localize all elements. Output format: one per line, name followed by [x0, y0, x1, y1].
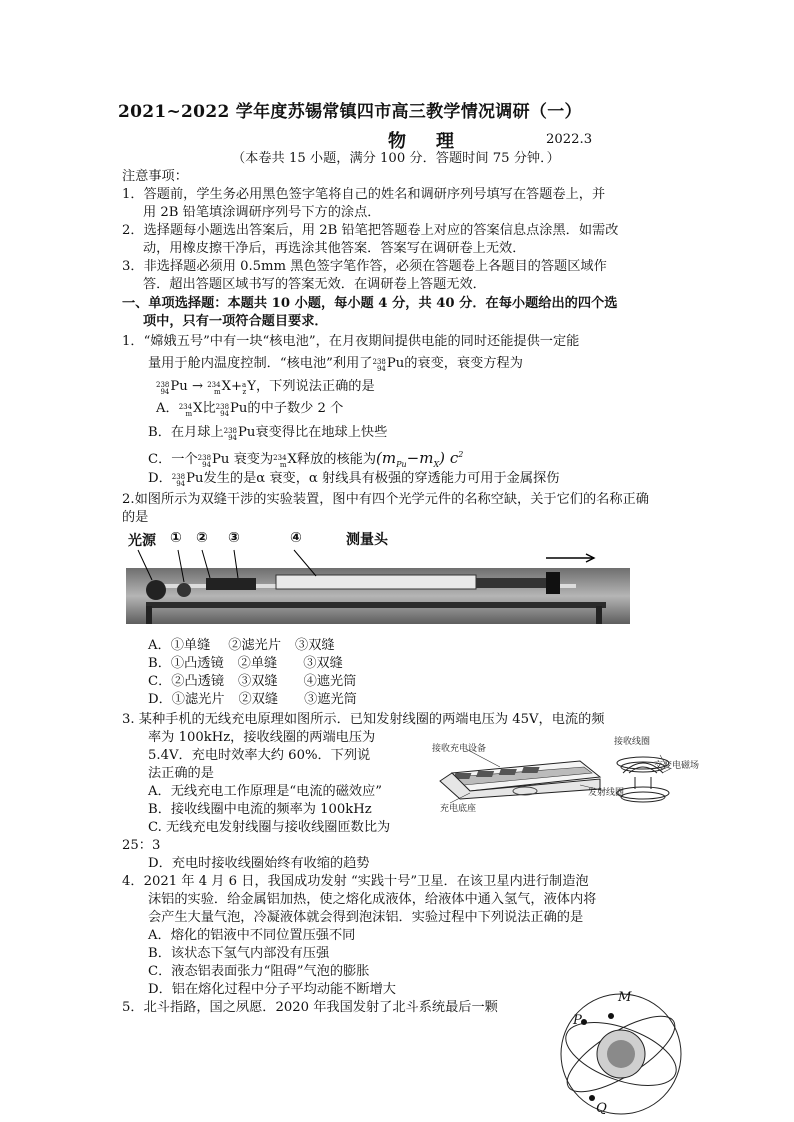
notice-item: 3．非选择题必须用 0.5mm 黑色签字笔作答，必须在答题卷上各题目的答题区域作: [122, 259, 607, 274]
notice-item: 1．答题前，学生务必用黑色签字笔将自己的姓名和调研序列号填写在答题卷上，并: [122, 187, 606, 202]
option-1c: C．一个 238 94 Pu 衰变为 234 m X释放的核能为$(m_{Pu}-m_X)$ $c^2$: [148, 449, 464, 469]
option-1d: D． 238 94 Pu发生的是α 衰变，α 射线具有极强的穿透能力可用于金属探伤: [148, 471, 560, 488]
option-4c: C．液态铝表面张力“阻碍”气泡的膨胀: [148, 964, 370, 979]
question-3-stem: 率为 100kHz，接收线圈的两端电压为: [148, 730, 376, 745]
notice-heading: 注意事项：: [122, 169, 188, 184]
exam-date: 2022.3: [546, 132, 593, 147]
question-5-stem: 5．北斗指路，国之夙愿．2020 年我国发射了北斗系统最后一颗: [122, 1000, 498, 1015]
fig-label-receiving-coil: 接收线圈: [614, 737, 651, 747]
option-3b: B．接收线圈中电流的频率为 100kHz: [148, 802, 372, 817]
question-2-stem: 2.如图所示为双缝干涉的实验装置，图中有四个光学元件的名称空缺，关于它们的名称正确: [122, 492, 649, 507]
subject-title: 物理: [388, 131, 484, 152]
fig-label-transmitting-coil: 发射线圈: [588, 788, 625, 798]
option-2d: D．①滤光片 ②双缝 ③遮光筒: [148, 692, 357, 707]
notice-item: 用 2B 铅笔填涂调研序列号下方的涂点．: [143, 205, 381, 220]
option-2c: C．②凸透镜 ③双缝 ④遮光筒: [148, 674, 357, 689]
orbit-label-m: M: [618, 990, 632, 1005]
question-1-stem: 1．“嫦娥五号”中有一块“核电池”，在月夜期间提供电能的同时还能提供一定能: [122, 334, 580, 349]
fig-label-receiving-device: 接收充电设备: [432, 744, 487, 754]
orbit-label-q: Q: [596, 1101, 607, 1116]
option-1a: A． 234 m X比 238 94 Pu的中子数少 2 个: [156, 401, 344, 418]
fig-label-element-3: ③: [228, 530, 240, 546]
question-4-stem: 沫铝的实验．给金属铝加热，使之熔化成液体，给液体中通入氢气，液体内将: [148, 892, 597, 907]
option-2b: B．①凸透镜 ②单缝 ③双缝: [148, 656, 343, 671]
orbit-label-p: P: [573, 1013, 582, 1028]
question-2-stem: 的是: [122, 510, 149, 525]
option-4d: D．铝在熔化过程中分子平均动能不断增大: [148, 982, 396, 997]
page-title: 2021~2022 学年度苏锡常镇四市高三教学情况调研（一）: [118, 102, 582, 122]
fig-label-measuring-head: 测量头: [346, 532, 388, 548]
option-4a: A．熔化的铝液中不同位置压强不同: [148, 928, 356, 943]
option-3a: A．无线充电工作原理是“电流的磁效应”: [148, 784, 383, 799]
section-heading: 项中，只有一项符合题目要求．: [143, 314, 328, 329]
option-2a: A．①单缝 ②滤光片 ③双缝: [148, 638, 335, 653]
question-1-stem: 量用于舱内温度控制．“核电池”利用了 238 94 Pu的衰变，衰变方程为: [148, 356, 523, 373]
fig-label-element-4: ④: [290, 530, 302, 546]
question-3-stem: 3. 某种手机的无线充电原理如图所示．已知发射线圈的两端电压为 45V，电流的频: [122, 712, 605, 727]
notice-item: 2．选择题每小题选出答案后，用 2B 铅笔把答题卷上对应的答案信息点涂黑．如需改: [122, 223, 619, 238]
option-4b: B．该状态下氢气内部没有压强: [148, 946, 330, 961]
option-3d: D．充电时接收线圈始终有收缩的趋势: [148, 856, 370, 871]
notice-item: 动，用橡皮擦干净后，再选涂其他答案．答案写在调研卷上无效．: [143, 241, 526, 256]
fig-label-charging-base: 充电底座: [440, 804, 477, 814]
fig-label-element-1: ①: [170, 530, 182, 546]
notice-item: 答．超出答题区域书写的答案无效．在调研卷上答题无效．: [143, 277, 486, 292]
fig-label-light-source: 光源: [128, 533, 156, 549]
option-3c: C. 无线充电发射线圈与接收线圈匝数比为: [148, 820, 391, 835]
question-4-stem: 会产生大量气泡，冷凝液体就会得到泡沫铝．实验过程中下列说法正确的是: [148, 910, 584, 925]
fig-label-element-2: ②: [196, 530, 208, 546]
option-1b: B．在月球上 238 94 Pu衰变得比在地球上快些: [148, 425, 388, 442]
exam-info: （本卷共 15 小题，满分 100 分．答题时间 75 分钟．）: [232, 151, 560, 166]
decay-equation: 238 94 Pu → 234 m X+ a z Y，下列说法正确的是: [156, 379, 375, 396]
section-heading: 一、单项选择题：本题共 10 小题，每小题 4 分，共 40 分．在每小题给出的四个选: [122, 296, 618, 311]
fig-label-alternating-field: 交变电磁场: [654, 761, 700, 771]
option-3c-continued: 25：3: [122, 838, 161, 853]
question-4-stem: 4．2021 年 4 月 6 日，我国成功发射 “实践十号”卫星．在该卫星内进行制造泡: [122, 874, 589, 889]
question-3-stem: 5.4V．充电时效率大约 60%．下列说: [148, 748, 371, 763]
question-3-stem: 法正确的是: [148, 766, 214, 781]
